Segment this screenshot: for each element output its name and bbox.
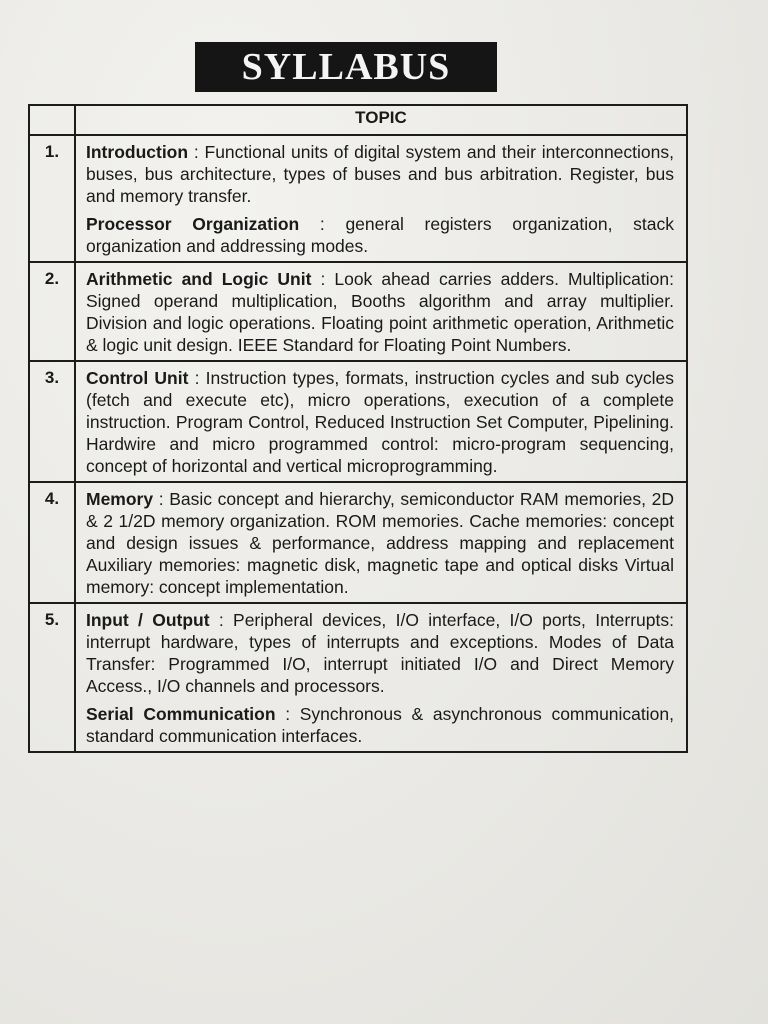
topic-heading: Control Unit	[86, 368, 189, 388]
table-row	[29, 262, 687, 361]
row-number: 2.	[29, 262, 75, 361]
page-title: SYLLABUS	[241, 46, 451, 88]
row-number: 1.	[29, 135, 75, 262]
topic-heading: Introduction	[86, 142, 189, 162]
syllabus-table	[28, 104, 688, 753]
topic-text: Look ahead carries adders. Multiplication: Signed operand multiplication, Booths algorithm and array multiplier. Division and logic operations. Floating point arithmetic operation, Arithmetic & logic unit design. IEEE Standard for Floating Point Numbers.	[86, 269, 674, 355]
topic-paragraph: Introduction : Functional units of digital system and their interconnections, buses, bus architecture, types of buses and bus arbitration. Register, bus and memory transfer.	[86, 142, 674, 206]
topic-paragraph: Arithmetic and Logic Unit : Look ahead carries adders. Multiplication: Signed operand multiplication, Booths algorithm and array multiplier. Division and logic operations. Floating point arithmetic operation, Arithmetic & logic unit design. IEEE Standard for Floating Point Numbers.	[86, 269, 674, 355]
topic-heading: Input / Output	[86, 610, 210, 630]
topic-text: general registers organization, stack organization and addressing modes.	[86, 214, 675, 256]
topic-cell	[75, 482, 687, 603]
topic-text: Synchronous & asynchronous communication, standard communication interfaces.	[86, 704, 674, 746]
topic-heading: Memory	[86, 489, 154, 509]
topic-text: Instruction types, formats, instruction cycles and sub cycles (fetch and execute etc), micro operations, execution of a complete instruction. Program Control, Reduced Instruction Set Computer, Pipelining. Hardwire and micro programmed control: micro-program sequencing, concept of horizontal and vertical microprogramming.	[86, 368, 674, 476]
topic-cell	[75, 135, 687, 262]
topic-paragraph: Processor Organization : general registers organization, stack organization and addressing modes.	[86, 214, 675, 256]
topic-paragraph: Input / Output : Peripheral devices, I/O interface, I/O ports, Interrupts: interrupt hardware, types of interrupts and exceptions. Modes of Data Transfer: Programmed I/O, interrupt initiated I/O and Direct Memory Access., I/O channels and processors.	[86, 610, 674, 696]
topic-text: Basic concept and hierarchy, semiconductor RAM memories, 2D & 2 1/2D memory organization. ROM memories. Cache memories: concept and design issues & performance, address mapping and replacement Auxiliary memories: magnetic disk, magnetic tape and optical disks Virtual memory: concept implementation.	[86, 489, 674, 597]
topic-paragraph: Serial Communication : Synchronous & asynchronous communication, standard communication interfaces.	[86, 704, 674, 746]
topic-heading: Arithmetic and Logic Unit	[86, 269, 312, 289]
topic-cell	[75, 262, 687, 361]
topic-text: Peripheral devices, I/O interface, I/O ports, Interrupts: interrupt hardware, types of interrupts and exceptions. Modes of Data Transfer: Programmed I/O, interrupt initiated I/O and Direct Memory Access., I/O channels and processors.	[86, 610, 674, 696]
table-header-row	[29, 105, 687, 135]
row-number: 4.	[29, 482, 75, 603]
table-row	[29, 603, 687, 752]
number-column-header	[29, 105, 75, 135]
topic-text: Functional units of digital system and their interconnections, buses, bus architecture, types of buses and bus arbitration. Register, bus and memory transfer.	[86, 142, 674, 206]
row-number: 3.	[29, 361, 75, 482]
topic-paragraph: Memory : Basic concept and hierarchy, semiconductor RAM memories, 2D & 2 1/2D memory organization. ROM memories. Cache memories: concept and design issues & performance, address mapping and replacement Auxiliary memories: magnetic disk, magnetic tape and optical disks Virtual memory: concept implementation.	[86, 489, 674, 597]
row-number: 5.	[29, 603, 75, 752]
table-row	[29, 482, 687, 603]
topic-heading: Processor Organization	[86, 214, 300, 234]
topic-heading: Serial Communication	[86, 704, 276, 724]
topic-cell	[75, 361, 687, 482]
topic-paragraph: Control Unit : Instruction types, formats, instruction cycles and sub cycles (fetch and execute etc), micro operations, execution of a complete instruction. Program Control, Reduced Instruction Set Computer, Pipelining. Hardwire and micro programmed control: micro-program sequencing, concept of horizontal and vertical microprogramming.	[86, 368, 674, 476]
topic-column-header: TOPIC	[75, 105, 687, 135]
title-banner	[195, 42, 497, 92]
table-row	[29, 135, 687, 262]
table-row	[29, 361, 687, 482]
topic-cell	[75, 603, 687, 752]
